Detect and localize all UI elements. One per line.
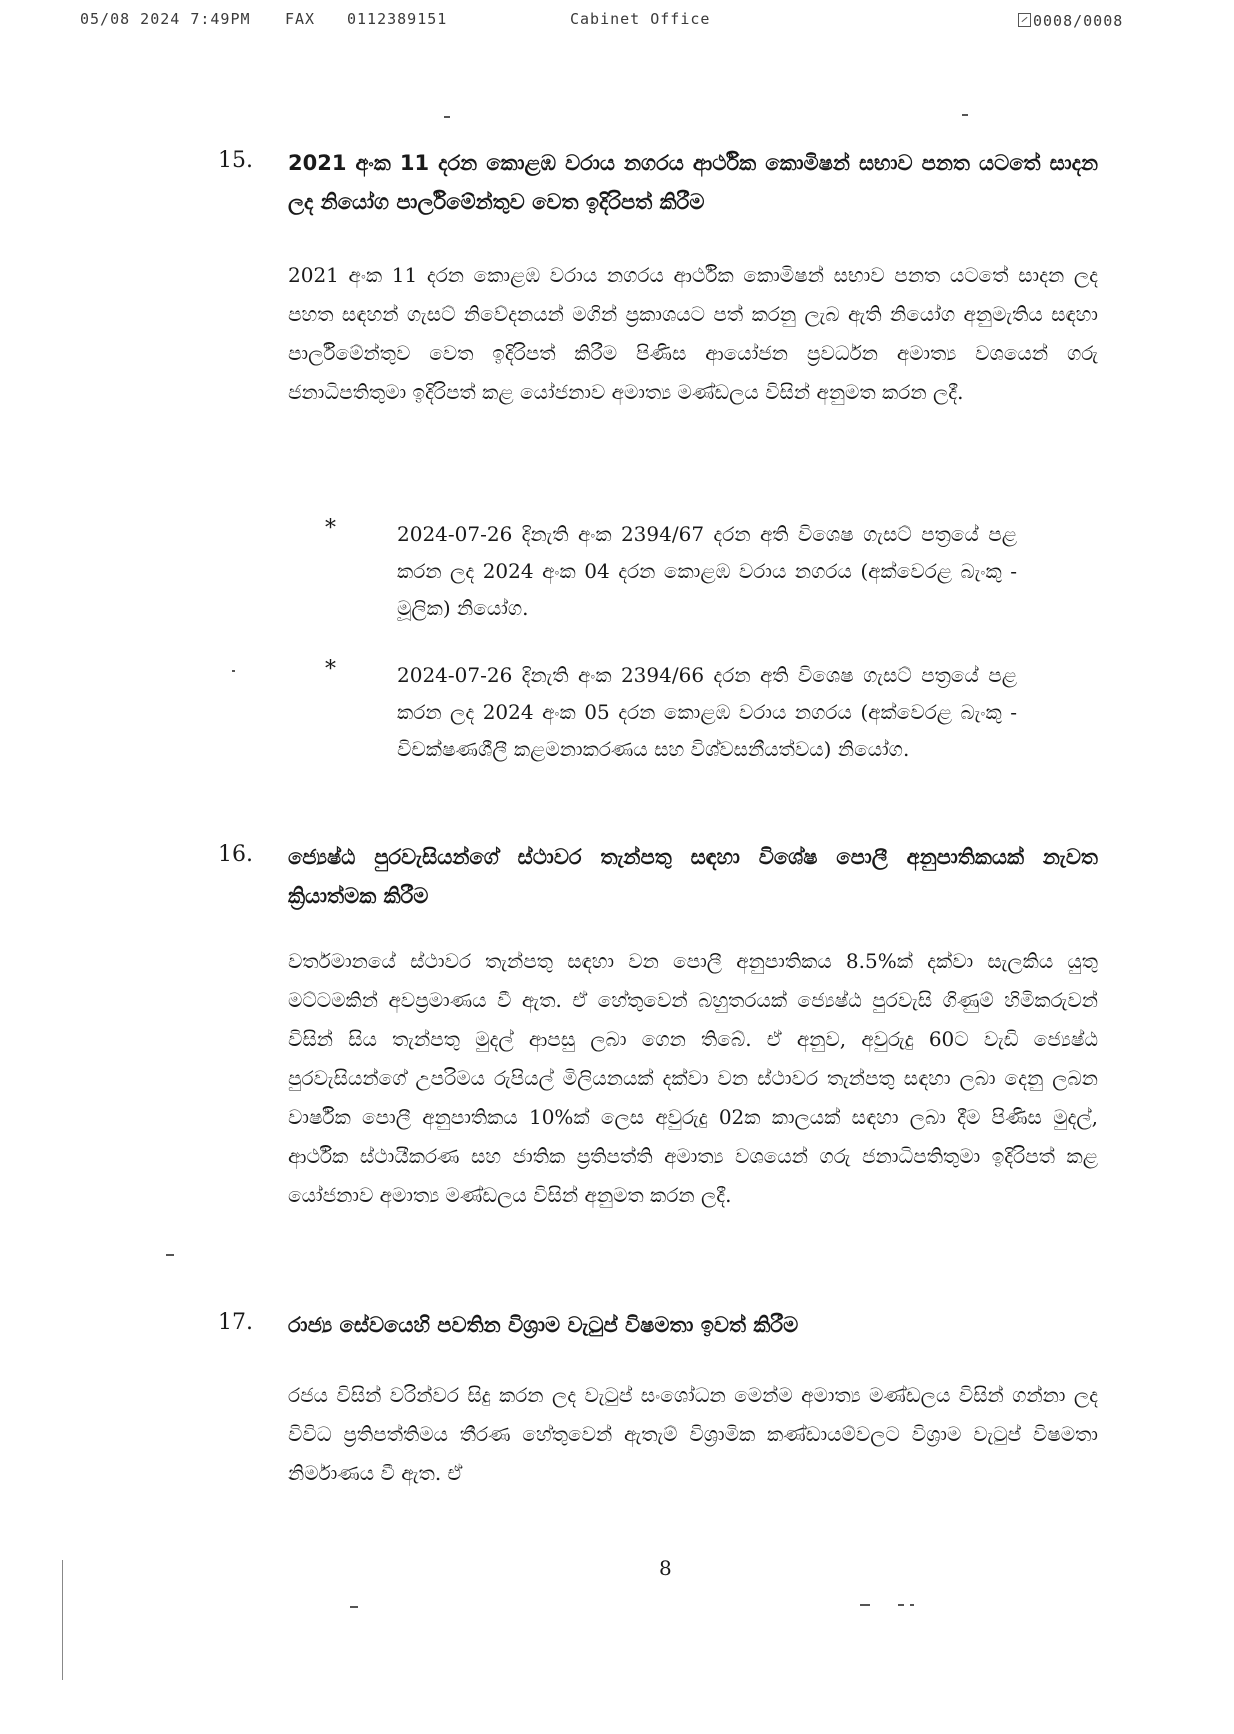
fax-page-text: 0008/0008	[1033, 12, 1124, 30]
bullet-marker: *	[325, 657, 336, 682]
scan-speck	[962, 114, 968, 116]
item-16	[218, 838, 1098, 1278]
item-17	[218, 1306, 1098, 1485]
scan-speck	[166, 1254, 174, 1256]
fax-page-counter	[1018, 10, 1124, 30]
scan-speck	[898, 1604, 904, 1606]
fax-datetime: 05/08 2024 7:49PM	[80, 10, 251, 28]
page-number: 8	[659, 1556, 672, 1580]
fax-header	[0, 8, 1234, 32]
bullet-marker: *	[325, 516, 336, 541]
scan-speck	[910, 1604, 914, 1606]
fax-office: Cabinet Office	[570, 10, 711, 28]
item-number: 17.	[218, 1310, 253, 1335]
item-title: 2021 අංක 11 දරන කොළඹ වරාය නගරය ආර්ථික කොමිෂන් සභාව පනත යටතේ සාදන ලද නියෝග පාර්ලිමේන්තුව වෙත ඉදිරිපත් කිරීම	[288, 151, 1098, 214]
bullet-text: 2024-07-26 දිනැති අංක 2394/67 දරන අති විශෙෂ ගැසට් පත්‍රයේ පළ කරන ලද 2024 අංක 04 දරන කොළඹ වරාය නගරය (අක්වෙරළ බැංකු - මූලික) නියෝග.	[397, 522, 1017, 620]
item-number: 16.	[218, 842, 253, 867]
fax-page-icon	[1018, 13, 1031, 27]
fax-label: FAX	[285, 10, 316, 28]
scan-speck	[860, 1604, 870, 1606]
item-body: රජය විසින් වරින්වර සිදු කරන ලද වැටුප් සංශෝධන මෙන්ම අමාත්‍ය මණ්ඩලය විසින් ගන්නා ලද විවිධ ප්‍රතිපත්තිමය තීරණ හේතුවෙන් ඇතැම් විශ්‍රාමික කණ්ඩායම්වලට විශ්‍රාම වැටුප් විෂමතා නිර්මාණය වී ඇත. ඒ	[288, 1383, 1098, 1485]
scan-margin-line	[62, 1560, 63, 1680]
fax-number: 0112389151	[347, 10, 448, 28]
item-body: වර්තමානයේ ස්ථාවර තැන්පතු සඳහා වන පොලී අනුපාතිකය 8.5%ක් දක්වා සැලකිය යුතු මට්ටමකින් අවප්‍රමාණය වී ඇත. ඒ හේතුවෙන් බහුතරයක් ජ්‍යෙෂ්ඨ පුරවැසි ගිණුම් හිමිකරුවන් විසින් සිය තැන්පතු මුදල් ආපසු ලබා ගෙන තිබේ. ඒ අනුව, අවුරුදු 60ට වැඩි ජ්‍යෙෂ්ඨ පුරවැසියන්ගේ උපරිමය රුපියල් මිලියනයක් දක්වා වන ස්ථාවර තැන්පතු සඳහා ලබා දෙනු ලබන වාර්ෂික පොලී අනුපාතිකය 10%ක් ලෙස අවුරුදු 02ක කාලයක් සඳහා ලබා දීම පිණිස මුදල්, ආර්ථික ස්ථායීකරණ සහ ජාතික ප්‍රතිපත්ති අමාත්‍ය වශයෙන් ගරු ජනාධිපතිතුමා ඉදිරිපත් කළ යෝජනාව අමාත්‍ය මණ්ඩලය විසින් අනුමත කරන ලදී.	[288, 949, 1098, 1207]
bullet-text: 2024-07-26 දිනැති අංක 2394/66 දරන අති විශෙෂ ගැසට් පත්‍රයේ පළ කරන ලද 2024 අංක 05 දරන කොළඹ වරාය නගරය (අක්වෙරළ බැංකු - විචක්ෂණශීලී කළමනාකරණය සහ විශ්වසනීයත්වය) නියෝග.	[397, 663, 1017, 761]
item-body: 2021 අංක 11 දරන කොළඹ වරාය නගරය ආර්ථික කොමිෂන් සභාව පනත යටතේ සාදන ලද පහත සඳහන් ගැසට් නිවේදනයන් මගින් ප්‍රකාශයට පත් කරනු ලැබ ඇති නියෝග අනුමැතිය සඳහා පාර්ලිමේන්තුව වෙත ඉදිරිපත් කිරීම පිණිස ආයෝජන ප්‍රවර්ධන අමාත්‍ය වශයෙන් ගරු ජනාධිපතිතුමා ඉදිරිපත් කළ යෝජනාව අමාත්‍ය මණ්ඩලය විසින් අනුමත කරන ලදී.	[288, 263, 1098, 404]
scan-speck	[444, 116, 450, 118]
item-number: 15.	[218, 148, 253, 173]
item-title: ජ්‍යෙෂ්ඨ පුරවැසියන්ගේ ස්ථාවර තැන්පතු සඳහා විශේෂ පොලී අනුපාතිකයක් නැවත ක්‍රියාත්මක කිරීම	[288, 845, 1098, 908]
scan-speck	[350, 1606, 358, 1608]
item-title: රාජ්‍ය සේවයෙහි පවතින විශ්‍රාම වැටුප් විෂමතා ඉවත් කිරීම	[288, 1313, 799, 1337]
